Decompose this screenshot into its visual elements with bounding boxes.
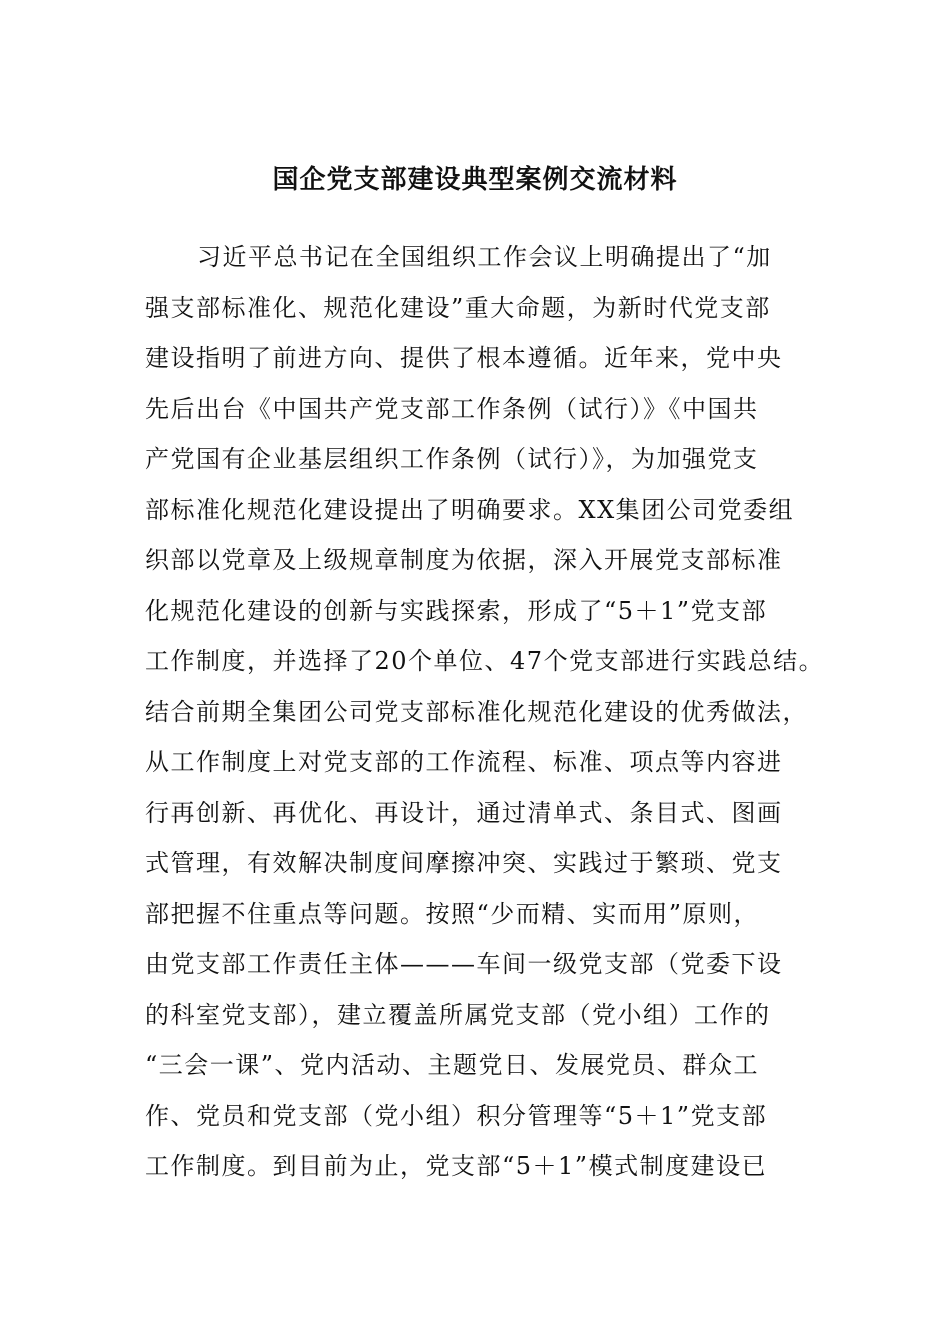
paragraph-line: 建设指明了前进方向、提供了根本遵循。近年来，党中央 <box>145 344 783 372</box>
paragraph-line: 部把握不住重点等问题。按照“少而精、实而用”原则， <box>145 899 760 928</box>
paragraph-line: 结合前期全集团公司党支部标准化规范化建设的优秀做法， <box>145 697 808 726</box>
document-body <box>145 232 845 1192</box>
paragraph-line: 的科室党支部），建立覆盖所属党支部（党小组）工作的 <box>145 1000 771 1029</box>
paragraph-line: 化规范化建设的创新与实践探索，形成了“5＋1”党支部 <box>145 596 768 625</box>
paragraph-line: 由党支部工作责任主体———车间一级党支部（党委下设 <box>145 950 783 978</box>
paragraph-line: 式管理，有效解决制度间摩擦冲突、实践过于繁琐、党支 <box>145 849 783 877</box>
document-title: 国企党支部建设典型案例交流材料 <box>272 165 678 195</box>
paragraph-line: 从工作制度上对党支部的工作流程、标准、项点等内容进 <box>145 748 783 776</box>
paragraph-line: 产党国有企业基层组织工作条例（试行）》，为加强党支 <box>145 445 759 473</box>
paragraph-line: 行再创新、再优化、再设计，通过清单式、条目式、图画 <box>145 798 783 827</box>
paragraph-line: 先后出台《中国共产党支部工作条例（试行）》《中国共 <box>145 394 759 423</box>
paragraph-line: 部标准化规范化建设提出了明确要求。XX集团公司党委组 <box>145 495 795 524</box>
paragraph-line: 习近平总书记在全国组织工作会议上明确提出了“加 <box>197 243 772 271</box>
paragraph-line: 工作制度，并选择了20个单位、47个党支部进行实践总结。 <box>145 647 825 675</box>
paragraph-line: 强支部标准化、规范化建设”重大命题，为新时代党支部 <box>145 293 771 322</box>
paragraph-line: 作、党员和党支部（党小组）积分管理等“5＋1”党支部 <box>145 1101 768 1130</box>
paragraph-line: “三会一课”、党内活动、主题党日、发展党员、群众工 <box>145 1051 760 1079</box>
paragraph-line: 工作制度。到目前为止，党支部“5＋1”模式制度建设已 <box>145 1152 768 1180</box>
paragraph-line: 织部以党章及上级规章制度为依据，深入开展党支部标准 <box>145 546 783 574</box>
